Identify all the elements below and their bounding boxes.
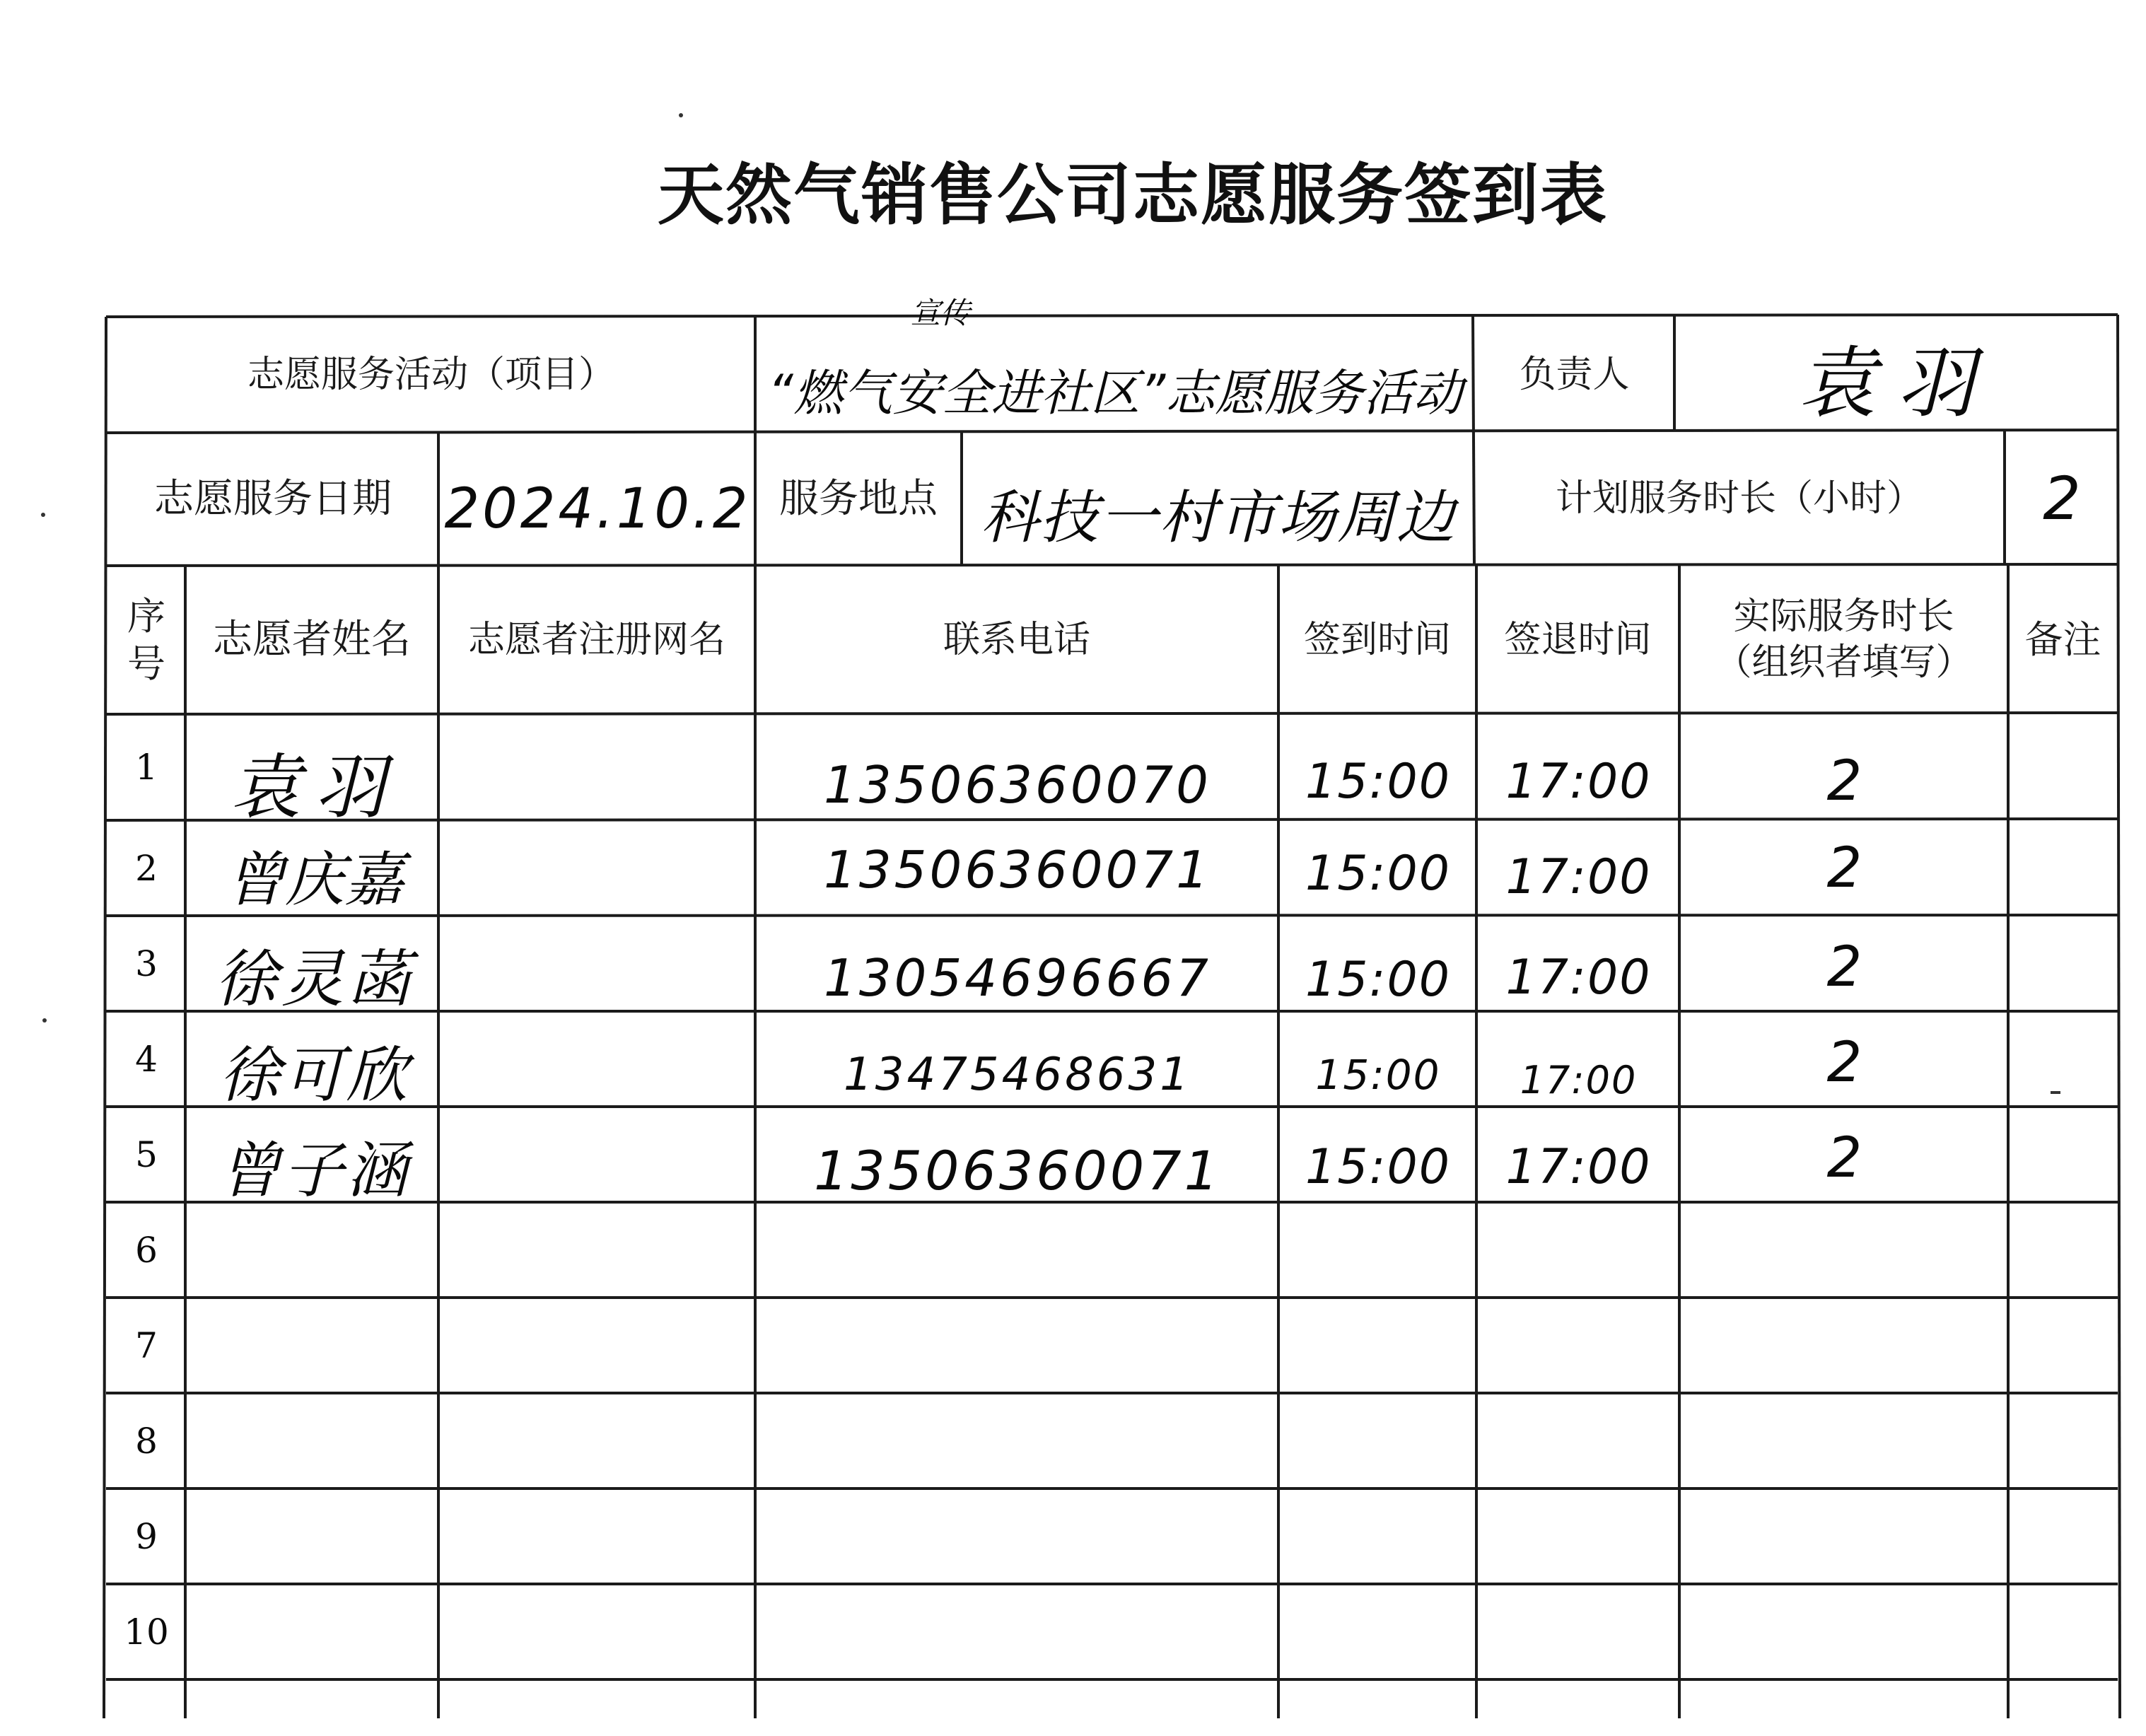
location-value: 科技一村市场周边 xyxy=(981,484,1456,552)
row-phone: 13475468631 xyxy=(844,1049,1191,1101)
planned-value: 2 xyxy=(2043,464,2081,533)
location-label: 服务地点 xyxy=(779,476,938,522)
row-seq: 1 xyxy=(135,747,158,788)
row-phone: 13506360071 xyxy=(824,840,1211,899)
col-checkout: 签退时间 xyxy=(1504,618,1652,661)
col-actual: 实际服务时长（组织者填写） xyxy=(1715,595,1973,684)
row-phone: 13506360070 xyxy=(824,755,1211,815)
row-actual: 2 xyxy=(1826,750,1862,813)
row-remarks xyxy=(2010,714,2118,820)
scan-speck xyxy=(42,1018,47,1023)
row-phone: 13506360071 xyxy=(814,1138,1221,1202)
scan-speck xyxy=(679,113,683,117)
row-reg-name xyxy=(440,1011,755,1107)
row-seq: 8 xyxy=(135,1420,158,1462)
col-remarks: 备注 xyxy=(2024,617,2101,663)
row-name: 袁羽 xyxy=(230,746,400,829)
row-checkout: 17:00 xyxy=(1505,753,1652,810)
row-seq: 9 xyxy=(135,1515,158,1557)
row-name: 徐灵菡 xyxy=(214,942,414,1015)
activity-value: “燃气安全进社区”志愿服务活动 xyxy=(767,363,1463,422)
row-checkout: 17:00 xyxy=(1505,1138,1652,1195)
row-checkin: 15:00 xyxy=(1305,951,1451,1008)
row-reg-name xyxy=(440,820,755,916)
row-reg-name xyxy=(440,1107,755,1202)
row-name: 曾子涵 xyxy=(219,1135,410,1206)
row-checkin: 15:00 xyxy=(1315,1051,1441,1099)
row-seq: 4 xyxy=(135,1038,158,1080)
scan-speck xyxy=(41,513,45,517)
row-actual: 2 xyxy=(1826,935,1862,999)
activity-insert: 宣传 xyxy=(910,296,970,330)
row-checkout: 17:00 xyxy=(1520,1058,1638,1102)
row-seq: 2 xyxy=(135,847,158,889)
row-seq: 7 xyxy=(135,1324,158,1366)
leader-label: 负责人 xyxy=(1519,353,1630,396)
col-phone: 联系电话 xyxy=(943,618,1090,661)
row-remarks xyxy=(2010,820,2118,916)
col-reg-name: 志愿者注册网名 xyxy=(467,618,725,661)
leader-value: 袁羽 xyxy=(1797,337,1996,429)
row-seq: 10 xyxy=(124,1611,169,1653)
row-seq: 6 xyxy=(135,1229,158,1271)
col-checkin: 签到时间 xyxy=(1303,618,1451,661)
row-name: 曾庆嘉 xyxy=(225,845,404,914)
row-actual: 2 xyxy=(1826,836,1862,900)
row-checkin: 15:00 xyxy=(1305,753,1451,810)
date-value: 2024.10.2 xyxy=(444,477,751,541)
row-remarks xyxy=(2010,1107,2118,1202)
form-title: 天然气销售公司志愿服务签到表 xyxy=(658,156,1609,234)
row-reg-name xyxy=(440,916,755,1011)
row-remarks xyxy=(2010,1011,2118,1107)
row-checkin: 15:00 xyxy=(1305,845,1451,902)
col-name: 志愿者姓名 xyxy=(213,617,411,663)
row-phone: 13054696667 xyxy=(824,948,1211,1008)
activity-label: 志愿服务活动（项目） xyxy=(247,353,615,396)
row-name: 徐可欣 xyxy=(219,1039,410,1111)
col-seq: 序号 xyxy=(127,593,165,686)
planned-label: 计划服务时长（小时） xyxy=(1555,477,1923,520)
date-label: 志愿服务日期 xyxy=(154,476,392,522)
row-seq: 3 xyxy=(135,943,158,984)
row-actual: 2 xyxy=(1826,1030,1862,1095)
row-reg-name xyxy=(440,714,755,820)
row-checkin: 15:00 xyxy=(1305,1138,1451,1195)
row-checkout: 17:00 xyxy=(1505,950,1652,1006)
row-actual: 2 xyxy=(1826,1126,1862,1190)
row-remarks xyxy=(2010,916,2118,1011)
row-checkout: 17:00 xyxy=(1505,849,1652,905)
row-seq: 5 xyxy=(135,1134,158,1175)
